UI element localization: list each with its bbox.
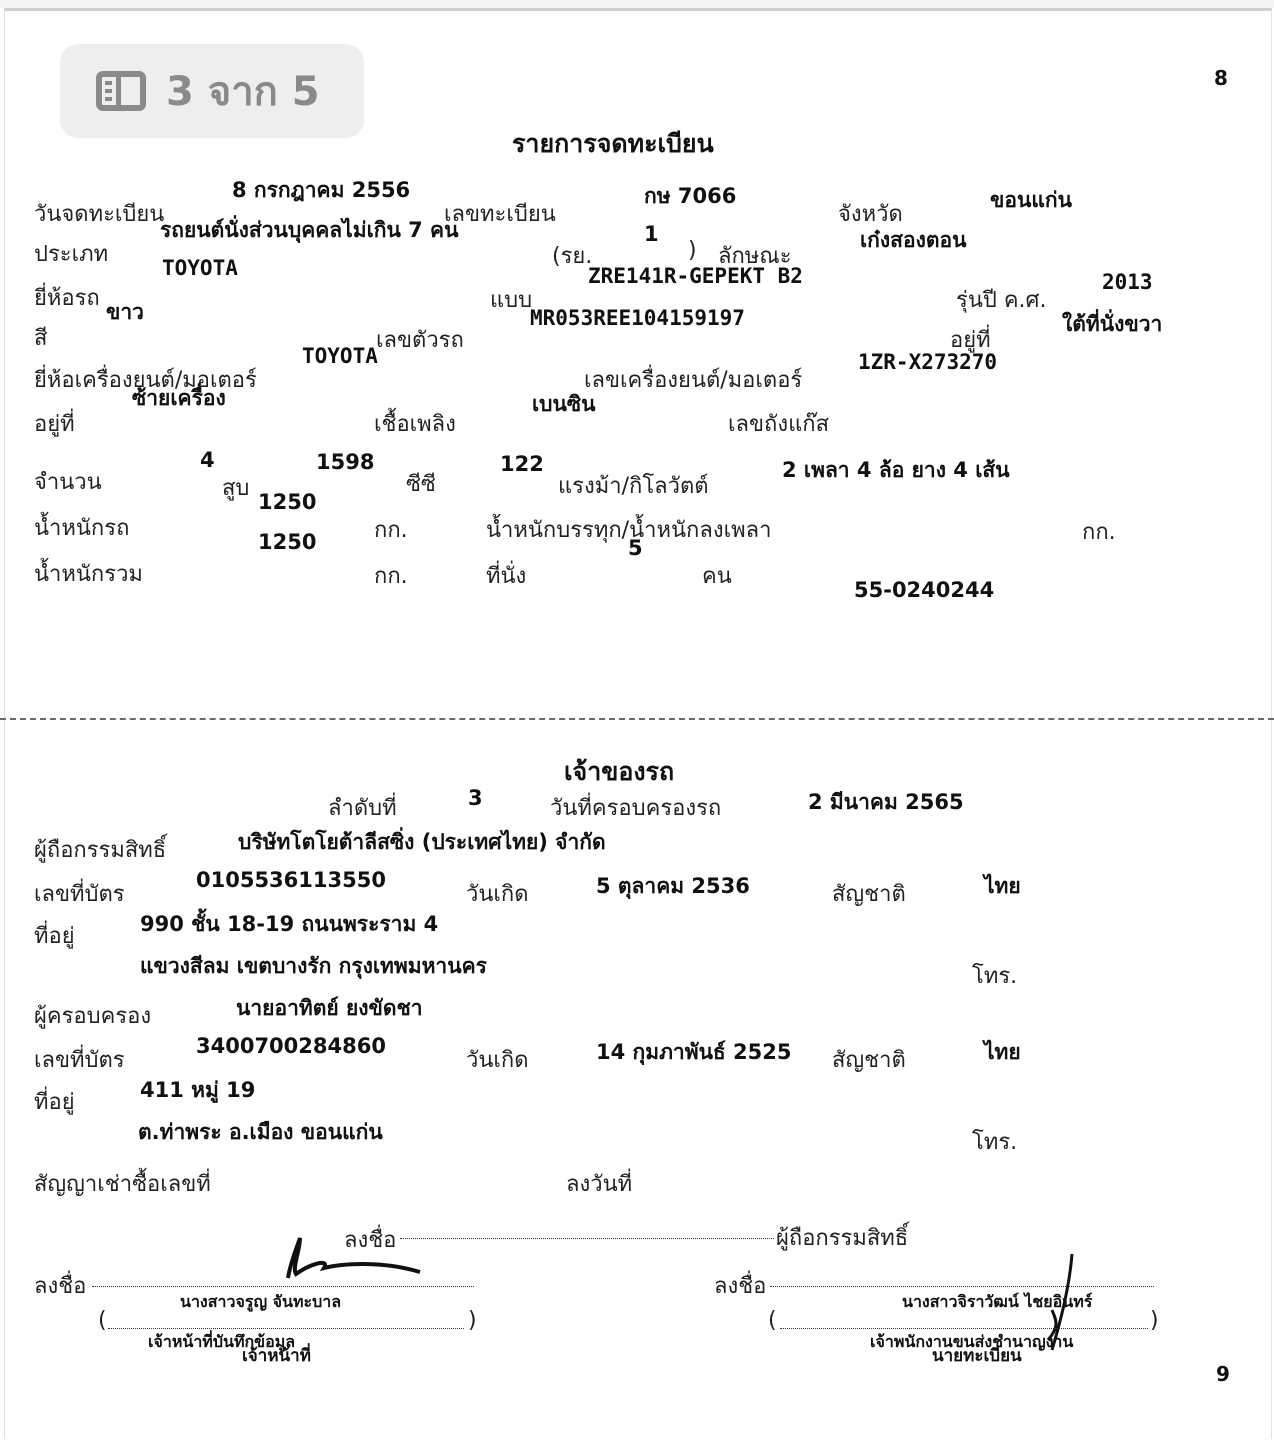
value-possessor-addr2: ต.ท่าพระ อ.เมือง ขอนแก่น xyxy=(138,1120,383,1144)
value-cylinders: 4 xyxy=(200,448,215,472)
label-signed-date: ลงวันที่ xyxy=(566,1172,633,1197)
signature-line-left xyxy=(92,1286,474,1287)
label-model-year: รุ่นปี ค.ศ. xyxy=(956,288,1047,313)
label-officer: เจ้าหน้าที่ xyxy=(242,1346,311,1366)
label-possessor-phone: โทร. xyxy=(972,1130,1018,1155)
label-registrar: นายทะเบียน xyxy=(932,1346,1022,1366)
label-gas-tank: เลขถังแก๊ส xyxy=(728,412,830,437)
signature-line-owner xyxy=(400,1238,774,1239)
viewer-top-strip xyxy=(0,0,1274,8)
page-number-top: 8 xyxy=(1214,66,1228,90)
label-count: จำนวน xyxy=(34,470,102,495)
registration-title: รายการจดทะเบียน xyxy=(512,129,714,158)
label-model: แบบ xyxy=(490,288,533,313)
value-style: เก๋งสองตอน xyxy=(860,228,967,252)
value-owner-nationality: ไทย xyxy=(984,874,1021,898)
value-order: 3 xyxy=(468,786,483,810)
label-possessor: ผู้ครอบครอง xyxy=(34,1004,152,1029)
label-vehicle-weight: น้ำหนักรถ xyxy=(34,516,130,541)
value-province: ขอนแก่น xyxy=(990,188,1072,212)
label-reg-date: วันจดทะเบียน xyxy=(34,202,165,227)
value-chassis-at: ใต้ที่นั่งขวา xyxy=(1062,312,1163,336)
value-owner-addr1: 990 ชั้น 18-19 ถนนพระราม 4 xyxy=(140,912,439,936)
label-seats: ที่นั่ง xyxy=(486,564,527,589)
value-reg-no: กษ 7066 xyxy=(644,184,737,208)
left-signer-title: เจ้าหน้าที่บันทึกข้อมูล xyxy=(148,1332,296,1351)
label-owner-address: ที่อยู่ xyxy=(34,924,75,949)
label-fuel: เชื้อเพลิง xyxy=(374,412,456,437)
label-engine-no: เลขเครื่องยนต์/มอเตอร์ xyxy=(584,368,803,393)
label-kg-1: กก. xyxy=(374,518,408,543)
left-signature-icon xyxy=(270,1234,430,1284)
right-signer-title: เจ้าพนักงานขนส่งชำนาญงาน xyxy=(870,1332,1074,1351)
page-number-bottom: 9 xyxy=(1216,1362,1230,1386)
value-engine-brand: TOYOTA xyxy=(302,344,378,368)
label-brand: ยี่ห้อรถ xyxy=(34,286,100,311)
label-sign-right: ลงชื่อ xyxy=(714,1274,767,1299)
label-total-weight: น้ำหนักรวม xyxy=(34,562,143,587)
value-model: ZRE141R-GEPEKT B2 xyxy=(588,264,803,288)
page-indicator-text: 3 จาก 5 xyxy=(166,69,320,115)
value-cc: 1598 xyxy=(316,450,375,474)
label-style: ลักษณะ xyxy=(718,244,792,269)
value-possessor-id: 3400700284860 xyxy=(196,1034,386,1058)
owner-title: เจ้าของรถ xyxy=(564,757,675,786)
value-type: รถยนต์นั่งส่วนบุคคลไม่เกิน 7 คน xyxy=(160,218,459,242)
value-possessor-nationality: ไทย xyxy=(984,1040,1021,1064)
value-color: ขาว xyxy=(106,300,144,324)
label-sign-left: ลงชื่อ xyxy=(34,1274,87,1299)
value-reg-date: 8 กรกฎาคม 2556 xyxy=(232,178,411,202)
value-possessor-addr1: 411 หมู่ 19 xyxy=(140,1078,256,1102)
label-possessor-nationality: สัญชาติ xyxy=(832,1048,906,1073)
value-total-weight: 1250 xyxy=(258,530,317,554)
value-chassis: MR053REE104159197 xyxy=(530,306,745,330)
label-color: สี xyxy=(34,326,48,351)
signature-line-right xyxy=(770,1286,1154,1287)
left-signer-name: นางสาวจรูญ จันทะบาล xyxy=(180,1292,342,1311)
label-sign-center: ลงชื่อ xyxy=(344,1228,397,1253)
label-chassis: เลขตัวรถ xyxy=(376,328,464,353)
label-province: จังหวัด xyxy=(838,202,903,227)
value-hp: 122 xyxy=(500,452,544,476)
value-axles: 2 เพลา 4 ล้อ ยาง 4 เส้น xyxy=(782,458,1010,482)
value-possessor-birth: 14 กุมภาพันธ์ 2525 xyxy=(596,1040,792,1064)
value-brand: TOYOTA xyxy=(162,256,238,280)
label-owner-id: เลขที่บัตร xyxy=(34,882,125,907)
label-cc: ซีซี xyxy=(406,472,436,497)
label-engine-brand: ยี่ห้อเครื่องยนต์/มอเตอร์ xyxy=(34,368,257,393)
label-hp: แรงม้า/กิโลวัตต์ xyxy=(558,474,709,499)
value-owner-name: บริษัทโตโยต้าลีสซิ่ง (ประเทศไทย) จำกัด xyxy=(238,830,606,854)
page-indicator[interactable] xyxy=(60,44,364,138)
value-fuel: เบนซิน xyxy=(532,392,596,416)
value-owner-birth: 5 ตุลาคม 2536 xyxy=(596,874,750,898)
label-persons: คน xyxy=(702,564,732,589)
value-model-year: 2013 xyxy=(1102,270,1153,294)
value-possess-date: 2 มีนาคม 2565 xyxy=(808,790,964,814)
label-possess-date: วันที่ครอบครองรถ xyxy=(550,796,722,821)
label-chassis-at: อยู่ที่ xyxy=(950,328,991,353)
label-kg-3: กก. xyxy=(374,564,408,589)
value-possessor-name: นายอาทิตย์ ยงขัดชา xyxy=(236,996,423,1020)
label-type: ประเภท xyxy=(34,242,109,267)
label-contract: สัญญาเช่าซื้อเลขที่ xyxy=(34,1172,211,1197)
value-vehicle-weight: 1250 xyxy=(258,490,317,514)
value-owner-id: 0105536113550 xyxy=(196,868,386,892)
label-owner: ผู้ถือกรรมสิทธิ์ xyxy=(34,838,167,863)
label-kg-2: กก. xyxy=(1082,520,1116,545)
right-signer-name: นางสาวจิราวัฒน์ ไชยอินทร์ xyxy=(902,1292,1093,1311)
value-engine-no: 1ZR-X273270 xyxy=(858,350,998,374)
label-order: ลำดับที่ xyxy=(328,796,397,821)
label-possessor-address: ที่อยู่ xyxy=(34,1090,75,1115)
label-possessor-id: เลขที่บัตร xyxy=(34,1048,125,1073)
left-signer-bracket-line xyxy=(108,1328,464,1329)
label-owner-birth: วันเกิด xyxy=(466,882,529,907)
label-owner-sign: ผู้ถือกรรมสิทธิ์ xyxy=(776,1226,909,1251)
value-seats: 5 xyxy=(628,536,643,560)
label-ry-open: (รย. xyxy=(552,244,593,269)
right-signer-bracket-line xyxy=(780,1328,1148,1329)
tear-line xyxy=(0,718,1274,732)
label-owner-nationality: สัญชาติ xyxy=(832,882,906,907)
label-engine-at: อยู่ที่ xyxy=(34,412,75,437)
label-reg-no: เลขทะเบียน xyxy=(444,202,556,227)
label-possessor-birth: วันเกิด xyxy=(466,1048,529,1073)
value-engine-at: ซ้ายเครื่อง xyxy=(132,386,226,410)
sidebar-icon xyxy=(96,71,146,111)
value-owner-addr2: แขวงสีลม เขตบางรัก กรุงเทพมหานคร xyxy=(140,954,487,978)
value-ry: 1 xyxy=(644,222,659,246)
label-cylinder: สูบ xyxy=(222,476,250,501)
label-load-weight: น้ำหนักบรรทุก/น้ำหนักลงเพลา xyxy=(486,518,772,543)
value-serial: 55-0240244 xyxy=(854,578,995,602)
label-ry-close: ) xyxy=(688,238,697,263)
label-owner-phone: โทร. xyxy=(972,964,1018,989)
